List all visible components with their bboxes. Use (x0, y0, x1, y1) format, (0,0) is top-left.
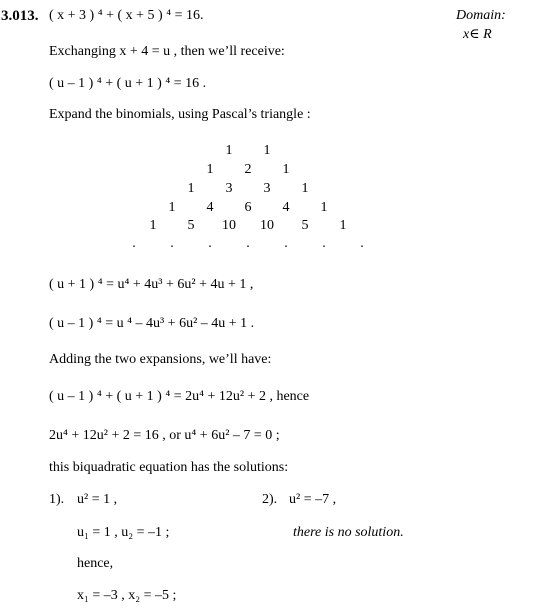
biquadratic-note: this biquadratic equation has the solutions: (49, 460, 289, 475)
pascal-number: . (246, 236, 250, 251)
pascal-number: 1 (282, 162, 290, 177)
pascal-number: 10 (260, 218, 274, 233)
final-roots: x₁ = –3 , x₂ = –5 ; (77, 588, 177, 603)
pascal-number: 4 (282, 200, 290, 215)
pascal-row (0, 236, 538, 252)
pascal-row (0, 218, 538, 234)
pascal-number: 3 (225, 181, 233, 196)
pascal-number: 4 (206, 200, 214, 215)
pascal-number: 3 (263, 181, 271, 196)
pascal-number: . (284, 236, 288, 251)
pascal-number: 1 (320, 200, 328, 215)
domain-label: Domain: (456, 8, 506, 23)
transformed-equation: ( u – 1 ) ⁴ + ( u + 1 ) ⁴ = 16 . (49, 76, 207, 91)
problem-equation: ( x + 3 ) ⁴ + ( x + 5 ) ⁴ = 16. (49, 8, 204, 23)
domain-value: x∈ R (463, 27, 492, 42)
pascal-number: . (132, 236, 136, 251)
pascal-number: 1 (263, 143, 271, 158)
pascal-number: . (360, 236, 364, 251)
case2-equation: u² = –7 , (289, 492, 337, 507)
expansion-plus: ( u + 1 ) ⁴ = u⁴ + 4u³ + 6u² + 4u + 1 , (49, 277, 254, 292)
pascal-number: 1 (301, 181, 309, 196)
pascal-number: . (170, 236, 174, 251)
adding-note: Adding the two expansions, we’ll have: (49, 352, 272, 367)
substitution-line: Exchanging x + 4 = u , then we’ll receive: (49, 44, 285, 59)
pascal-number: 1 (339, 218, 347, 233)
expand-note: Expand the binomials, using Pascal’s triangle : (49, 107, 311, 122)
pascal-number: . (208, 236, 212, 251)
pascal-number: 1 (149, 218, 157, 233)
pascal-number: 1 (168, 200, 176, 215)
pascal-number: 6 (244, 200, 252, 215)
case1-roots: u₁ = 1 , u₂ = –1 ; (77, 525, 170, 540)
pascal-number: . (322, 236, 326, 251)
case2-note: there is no solution. (293, 525, 404, 540)
pascal-row (0, 200, 538, 216)
pascal-number: 1 (225, 143, 233, 158)
pascal-number: 10 (222, 218, 236, 233)
hence-text: hence, (77, 556, 114, 571)
problem-number: 3.013. (1, 8, 39, 24)
pascal-number: 5 (301, 218, 309, 233)
pascal-number: 2 (244, 162, 252, 177)
pascal-row (0, 162, 538, 178)
case1-equation: u² = 1 , (77, 492, 118, 507)
pascal-row (0, 181, 538, 197)
case2-label: 2). (262, 492, 278, 507)
pascal-number: 1 (206, 162, 214, 177)
sum-equation: ( u – 1 ) ⁴ + ( u + 1 ) ⁴ = 2u⁴ + 12u² + 2 , hence (49, 389, 310, 404)
pascal-row (0, 143, 538, 159)
pascal-number: 1 (187, 181, 195, 196)
pascal-number: 5 (187, 218, 195, 233)
case1-label: 1). (49, 492, 65, 507)
simplified-equation: 2u⁴ + 12u² + 2 = 16 , or u⁴ + 6u² – 7 = 0 ; (49, 428, 280, 443)
expansion-minus: ( u – 1 ) ⁴ = u ⁴ – 4u³ + 6u² – 4u + 1 . (49, 316, 255, 331)
